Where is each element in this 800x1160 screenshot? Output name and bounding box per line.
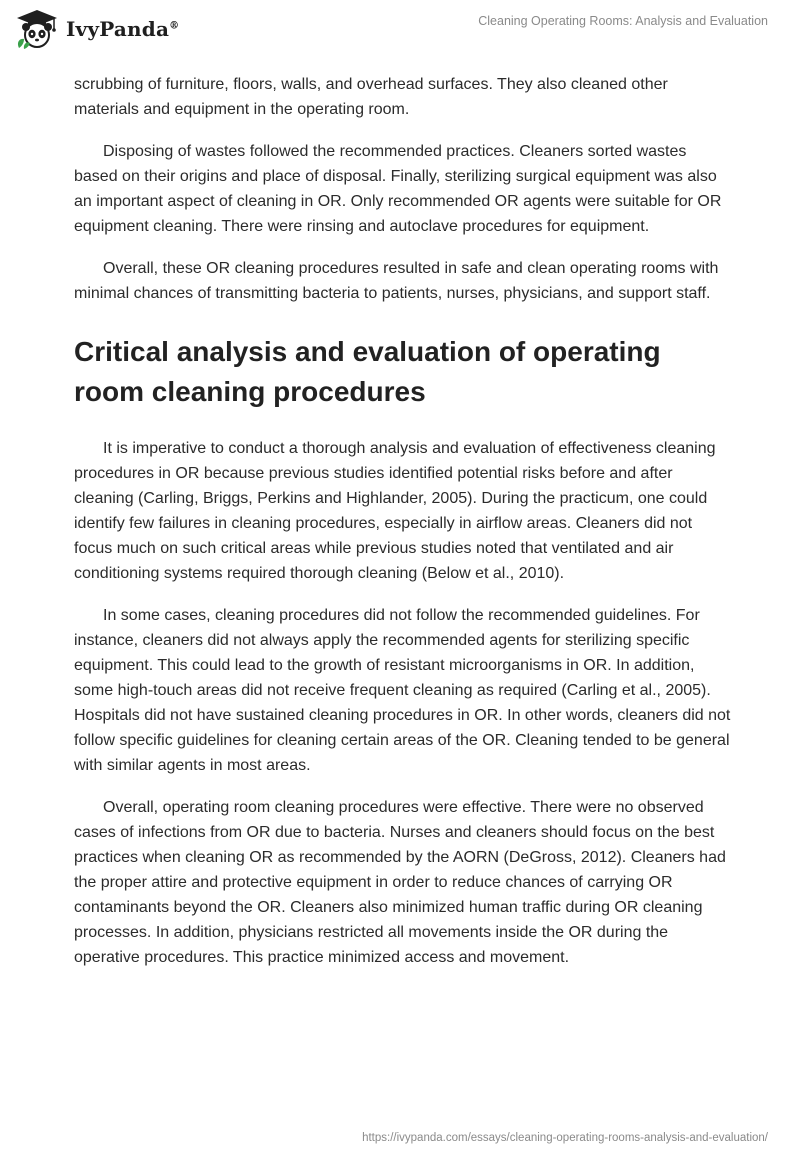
brand-name: IvyPanda® (66, 17, 180, 41)
page-header (0, 0, 800, 60)
paragraph-effectiveness: Overall, operating room cleaning procedures were effective. There were no observed cases of infections from OR due to bacteria. Nurses and cleaners should focus on the best practices when cleaning OR as recommended by the AORN (DeGross, 2012). Cleaners had the proper attire and protective equipment in order to reduce chances of carrying OR contaminants beyond the OR. Cleaners also minimized human traffic during OR cleaning processes. In addition, physicians restricted all movements inside the OR during the operative procedures. This practice minimized access and movement. (74, 799, 726, 966)
essay-content (74, 72, 734, 987)
paragraph-guidelines: In some cases, cleaning procedures did not follow the recommended guidelines. For instance, cleaners did not always apply the recommended agents for sterilizing specific equipment. This could lead to the growth of resistant microorganisms in OR. In addition, some high-touch areas did not receive frequent cleaning as required (Carling et al., 2005). Hospitals did not have sustained cleaning procedures in OR. In other words, cleaners did not follow specific guidelines for cleaning certain areas of the OR. Cleaning tended to be general with similar agents in most areas. (74, 607, 731, 774)
panda-graduate-icon (14, 8, 60, 50)
paragraph-continued: scrubbing of furniture, floors, walls, and overhead surfaces. They also cleaned other materials and equipment in the operating room. (74, 76, 668, 118)
section-heading: Critical analysis and evaluation of operating room cleaning procedures (74, 336, 661, 407)
paragraph-waste-disposal: Disposing of wastes followed the recommended practices. Cleaners sorted wastes based on their origins and place of disposal. Finally, sterilizing surgical equipment was also an important aspect of cleaning in OR. Only recommended OR agents were suitable for OR equipment cleaning. There were rinsing and autoclave procedures for equipment. (74, 143, 722, 235)
ivypanda-logo[interactable] (14, 8, 179, 50)
paragraph-overall-procedures: Overall, these OR cleaning procedures resulted in safe and clean operating rooms with minimal chances of transmitting bacteria to patients, nurses, physicians, and support staff. (74, 260, 719, 302)
source-url[interactable]: https://ivypanda.com/essays/cleaning-operating-rooms-analysis-and-evaluation/ (362, 1132, 768, 1144)
document-title: Cleaning Operating Rooms: Analysis and Evaluation (478, 14, 768, 28)
paragraph-analysis: It is imperative to conduct a thorough analysis and evaluation of effectiveness cleaning procedures in OR because previous studies identified potential risks before and after cleaning (Carling, Briggs, Perkins and Highlander, 2005). During the practicum, one could identify few failures in cleaning procedures, especially in airflow areas. Cleaners did not focus much on such critical areas while previous studies noted that ventilated and air conditioning systems required thorough cleaning (Below et al., 2010). (74, 440, 716, 582)
